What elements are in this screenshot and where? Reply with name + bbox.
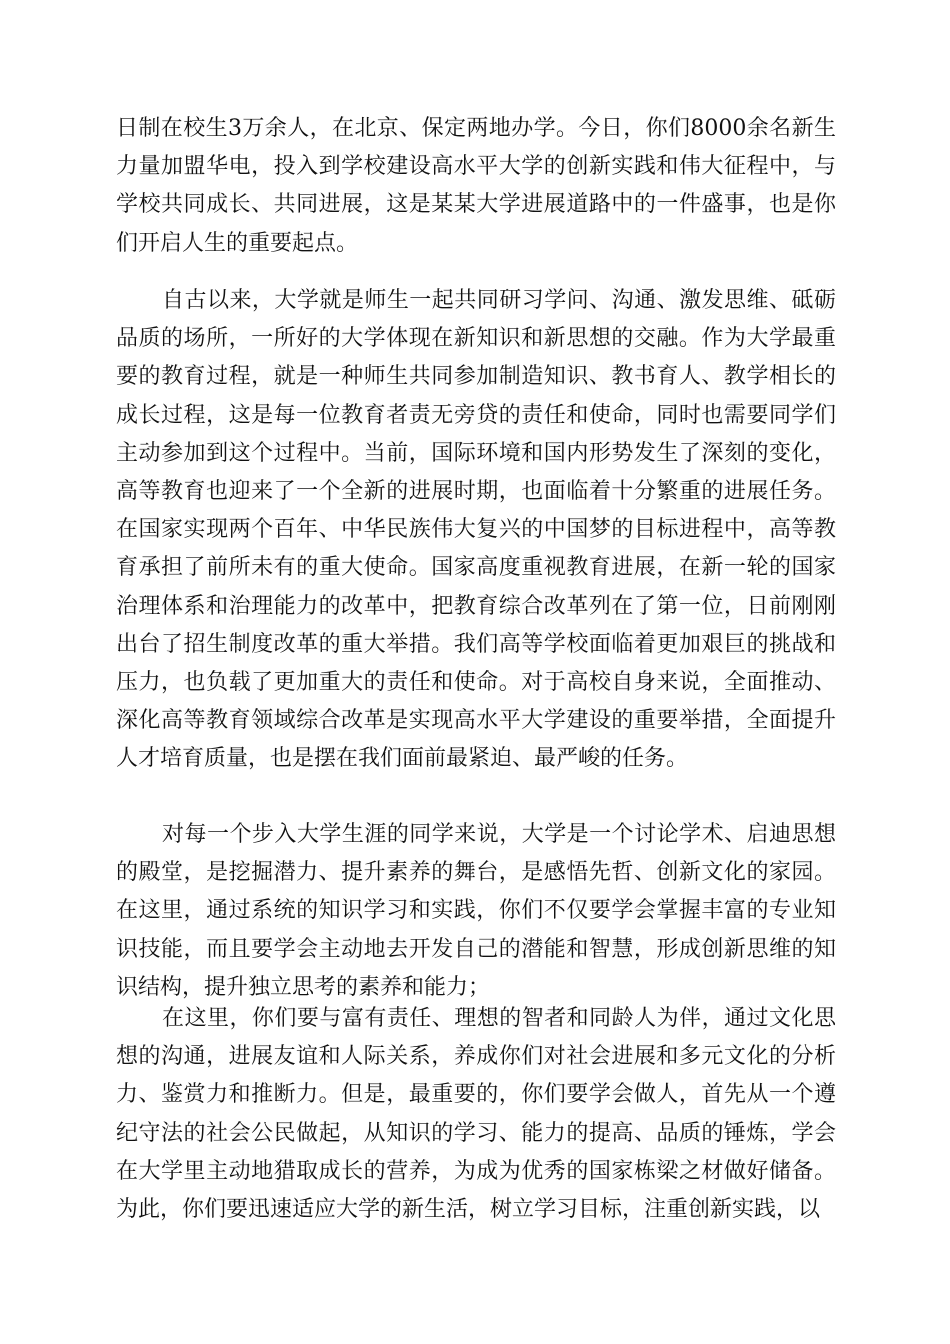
paragraph-4: [116, 1000, 836, 1229]
paragraph-text: 在这里，你们要与富有责任、理想的智者和同龄人为伴，通过文化思想的沟通，进展友谊和人际关系，养成你们对社会进展和多元文化的分析力、鉴赏力和推断力。但是，最重要的，你们要学会做人，首先从一个遵纪守法的社会公民做起，从知识的学习、能力的提高、品质的锤炼，学会在大学里主动地猎取成长的营养，为成为优秀的国家栋梁之材做好储备。为此，你们要迅速适应大学的新生活，树立学习目标，注重创新实践，以: [116, 1006, 836, 1223]
paragraph-text: 日制在校生3万余人，在北京、保定两地办学。今日，你们8000余名新生力量加盟华电，投入到学校建设高水平大学的创新实践和伟大征程中，与学校共同成长、共同进展，这是某某大学进展道路中的一件盛事，也是你们开启人生的重要起点。: [116, 116, 836, 256]
paragraph-text: 自古以来，大学就是师生一起共同研习学问、沟通、激发思维、砥砺品质的场所，一所好的大学体现在新知识和新思想的交融。作为大学最重要的教育过程，就是一种师生共同参加制造知识、教书育人、教学相长的成长过程，这是每一位教育者责无旁贷的责任和使命，同时也需要同学们主动参加到这个过程中。当前，国际环境和国内形势发生了深刻的变化，高等教育也迎来了一个全新的进展时期，也面临着十分繁重的进展任务。在国家实现两个百年、中华民族伟大复兴的中国梦的目标进程中，高等教育承担了前所未有的重大使命。国家高度重视教育进展，在新一轮的国家治理体系和治理能力的改革中，把教育综合改革列在了第一位，日前刚刚出台了招生制度改革的重大举措。我们高等学校面临着更加艰巨的挑战和压力，也负载了更加重大的责任和使命。对于高校自身来说，全面推动、深化高等教育领域综合改革是实现高水平大学建设的重要举措，全面提升人才培育质量，也是摆在我们面前最紧迫、最严峻的任务。: [116, 288, 836, 772]
paragraph-1: [116, 110, 836, 263]
paragraph-2: [116, 282, 836, 779]
paragraph-text: 对每一个步入大学生涯的同学来说，大学是一个讨论学术、启迪思想的殿堂，是挖掘潜力、提升素养的舞台，是感悟先哲、创新文化的家园。在这里，通过系统的知识学习和实践，你们不仅要学会掌握丰富的专业知识技能，而且要学会主动地去开发自己的潜能和智慧，形成创新思维的知识结构，提升独立思考的素养和能力；: [116, 822, 836, 1000]
paragraph-3: [116, 816, 836, 1007]
